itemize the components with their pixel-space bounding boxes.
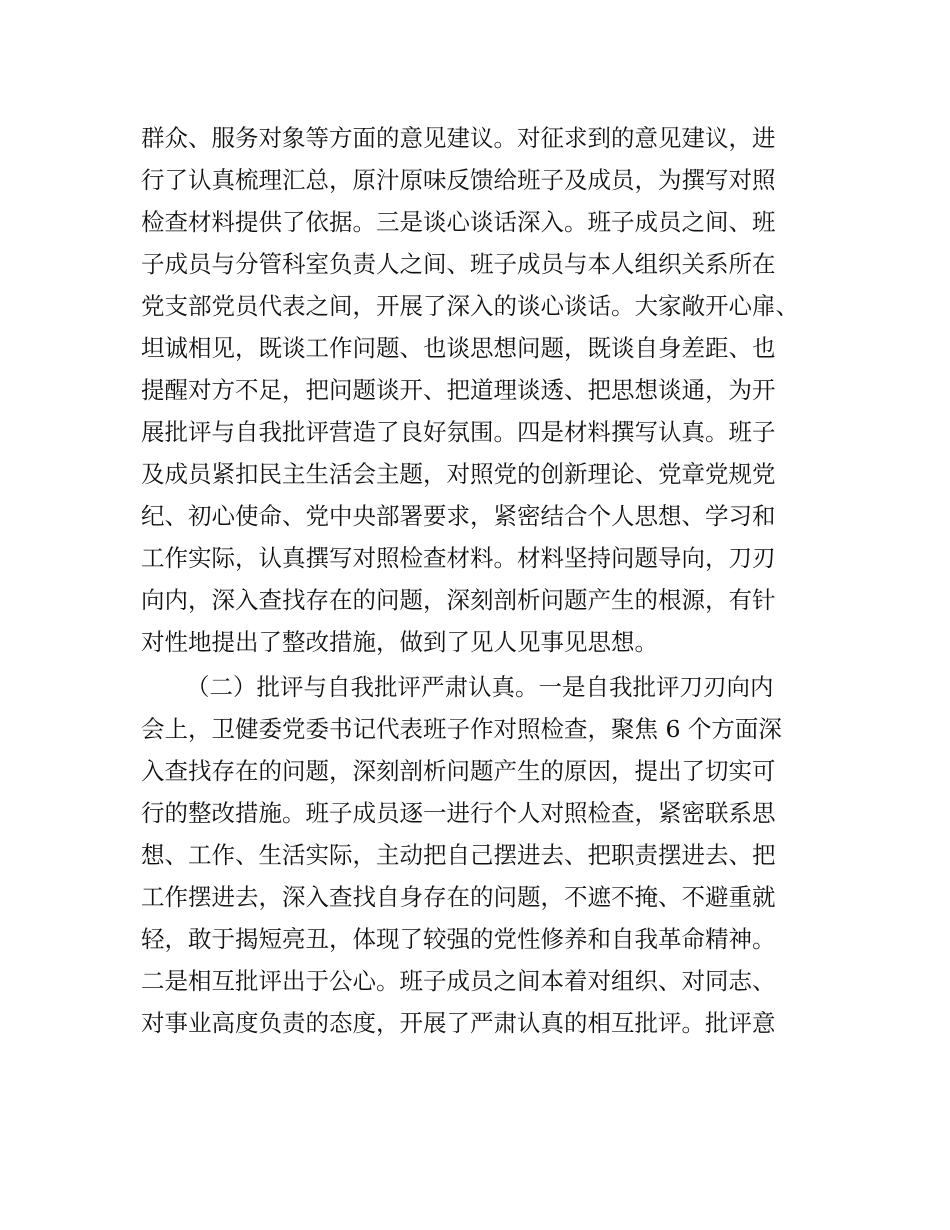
text-line: 向内，深入查找存在的问题，深刻剖析问题产生的根源，有针	[141, 586, 776, 614]
text-line: 对事业高度负责的态度，开展了严肃认真的相互批评。批评意	[141, 1009, 776, 1037]
text-line: 轻，敢于揭短亮丑，体现了较强的党性修养和自我革命精神。	[141, 925, 776, 953]
text-line: 行的整改措施。班子成员逐一进行个人对照检查，紧密联系思	[141, 799, 776, 827]
text-line: 入查找存在的问题，深刻剖析问题产生的原因，提出了切实可	[141, 757, 776, 785]
text-line: 检查材料提供了依据。三是谈心谈话深入。班子成员之间、班	[141, 208, 776, 236]
text-line: 坦诚相见，既谈工作问题、也谈思想问题，既谈自身差距、也	[141, 334, 776, 362]
text-line: 及成员紧扣民主生活会主题，对照党的创新理论、党章党规党	[141, 460, 776, 488]
text-line: 展批评与自我批评营造了良好氛围。四是材料撰写认真。班子	[141, 418, 776, 446]
text-line: 想、工作、生活实际，主动把自己摆进去、把职责摆进去、把	[141, 841, 776, 869]
text-line: 群众、服务对象等方面的意见建议。对征求到的意见建议，进	[141, 124, 776, 152]
text-line: 行了认真梳理汇总，原汁原味反馈给班子及成员，为撰写对照	[141, 166, 776, 194]
text-line: 提醒对方不足，把问题谈开、把道理谈透、把思想谈通，为开	[141, 376, 776, 404]
text-line: 会上，卫健委党委书记代表班子作对照检查，聚焦 6 个方面深	[141, 715, 782, 743]
text-line: 纪、初心使命、党中央部署要求，紧密结合个人思想、学习和	[141, 502, 776, 530]
text-line: 二是相互批评出于公心。班子成员之间本着对组织、对同志、	[141, 967, 776, 995]
text-line: 工作实际，认真撰写对照检查材料。材料坚持问题导向，刀刃	[141, 544, 776, 572]
text-line: 党支部党员代表之间，开展了深入的谈心谈话。大家敞开心扉、	[141, 292, 799, 320]
text-line: 子成员与分管科室负责人之间、班子成员与本人组织关系所在	[141, 250, 776, 278]
section-heading-line: （二）批评与自我批评严肃认真。一是自我批评刀刃向内	[186, 673, 774, 701]
text-line: 工作摆进去，深入查找自身存在的问题，不遮不掩、不避重就	[141, 883, 776, 911]
text-line: 对性地提出了整改措施，做到了见人见事见思想。	[141, 628, 658, 656]
